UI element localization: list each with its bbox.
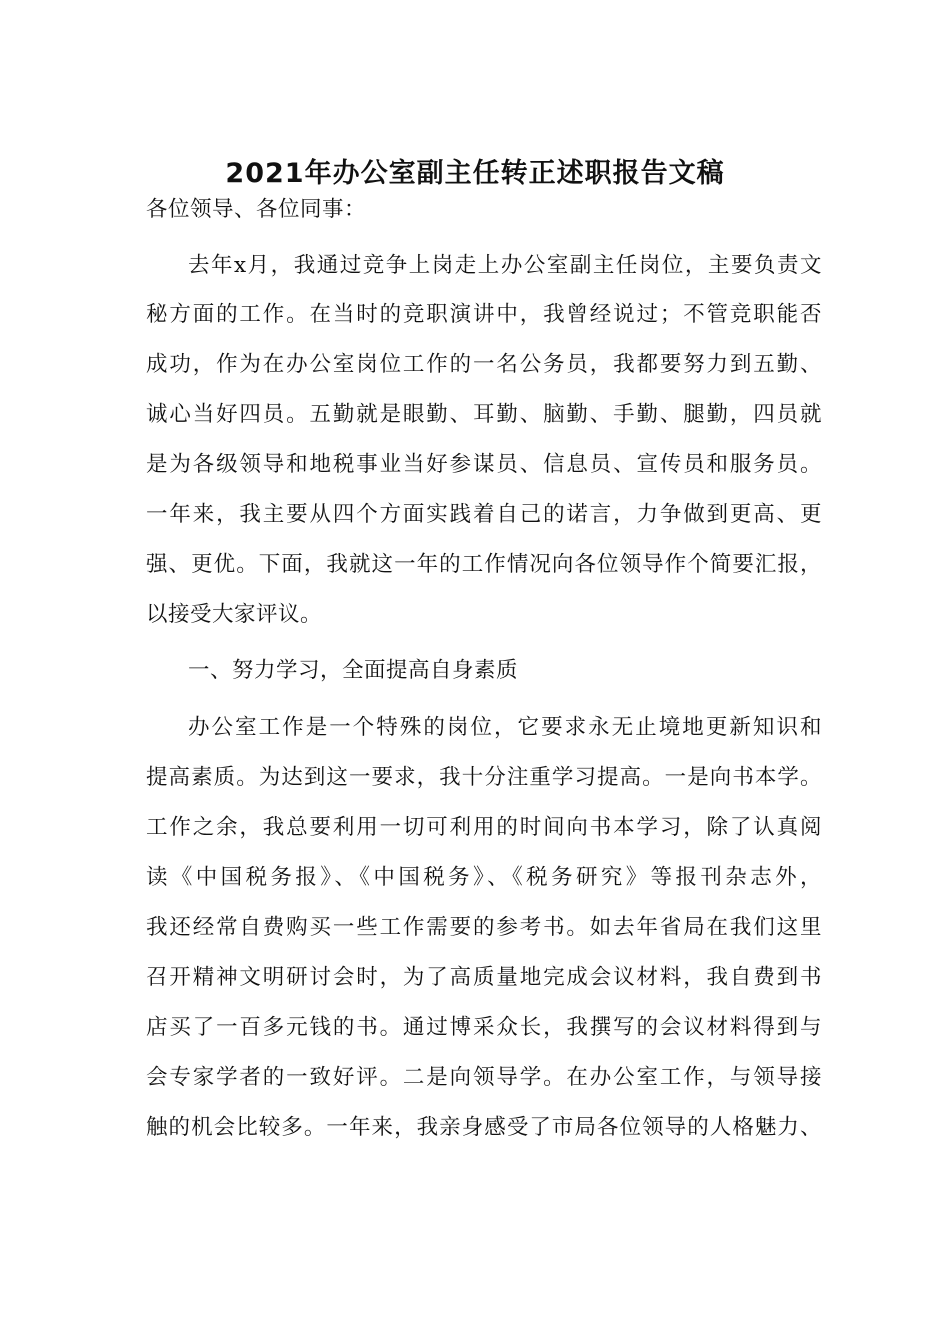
paragraph-line: 提高素质。为达到这一要求，我十分注重学习提高。一是向书本学。: [146, 765, 822, 790]
paragraph-line: 我还经常自费购买一些工作需要的参考书。如去年省局在我们这里: [146, 915, 822, 940]
paragraph-line: 秘方面的工作。在当时的竞职演讲中，我曾经说过；不管竞职能否: [146, 302, 822, 327]
paragraph-line: 工作之余，我总要利用一切可利用的时间向书本学习，除了认真阅: [146, 815, 822, 840]
paragraph-line: 会专家学者的一致好评。二是向领导学。在办公室工作，与领导接: [146, 1065, 822, 1090]
paragraph-line: 去年x月，我通过竞争上岗走上办公室副主任岗位，主要负责文: [188, 253, 822, 278]
salutation: 各位领导、各位同事：: [146, 197, 367, 222]
paragraph-line: 读《中国税务报》、《中国税务》、《税务研究》等报刊杂志外，: [146, 865, 822, 890]
paragraph-line: 诚心当好四员。五勤就是眼勤、耳勤、脑勤、手勤、腿勤，四员就: [146, 402, 822, 427]
paragraph-line: 成功，作为在办公室岗位工作的一名公务员，我都要努力到五勤、: [146, 352, 822, 377]
paragraph-line: 店买了一百多元钱的书。通过博采众长，我撰写的会议材料得到与: [146, 1015, 822, 1040]
paragraph-line: 召开精神文明研讨会时，为了高质量地完成会议材料，我自费到书: [146, 965, 822, 990]
section-heading: 一、努力学习，全面提高自身素质: [188, 658, 519, 683]
paragraph-line: 一年来，我主要从四个方面实践着自己的诺言，力争做到更高、更: [146, 502, 822, 527]
paragraph-line: 办公室工作是一个特殊的岗位，它要求永无止境地更新知识和: [188, 715, 822, 740]
document-title: 2021年办公室副主任转正述职报告文稿: [225, 158, 725, 189]
paragraph-line: 以接受大家评议。: [146, 602, 323, 627]
paragraph-line: 触的机会比较多。一年来，我亲身感受了市局各位领导的人格魅力、: [146, 1115, 822, 1140]
paragraph-line: 强、更优。下面，我就这一年的工作情况向各位领导作个简要汇报，: [146, 552, 822, 577]
paragraph-line: 是为各级领导和地税事业当好参谋员、信息员、宣传员和服务员。: [146, 452, 822, 477]
